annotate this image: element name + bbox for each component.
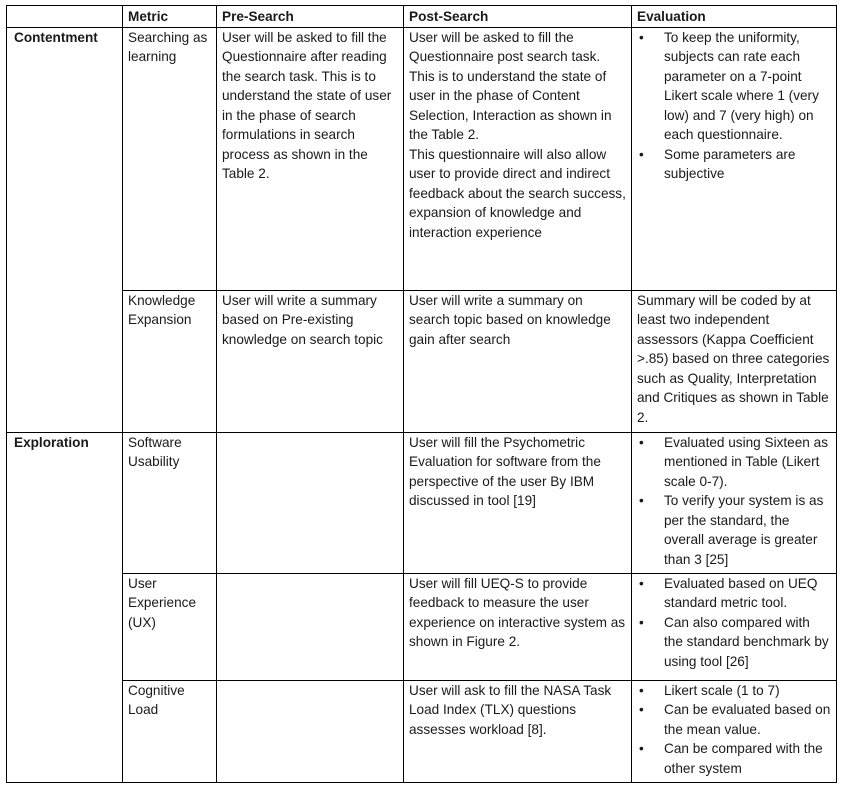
header-blank [7, 6, 123, 28]
post-search-cell: User will fill the Psychometric Evaluation for software from the perspective of the user By IBM discussed in tool [19] [404, 432, 632, 573]
evaluation-list [637, 433, 831, 570]
evaluation-cell [632, 680, 837, 782]
header-pre-search: Pre-Search [217, 6, 404, 28]
evaluation-list [637, 28, 831, 184]
evaluation-bullet: • To keep the uniformity, subjects can rate each parameter on a 7-point Likert scale where 1 (very low) and 7 (very high) on each questionnaire. [637, 28, 831, 145]
evaluation-list [637, 574, 831, 672]
evaluation-bullet: • Some parameters are subjective [637, 145, 831, 184]
post-search-cell: User will fill UEQ-S to provide feedback to measure the user experience on interactive system as shown in Figure 2. [404, 573, 632, 680]
metric-cell: User Experience (UX) [123, 573, 217, 680]
header-evaluation: Evaluation [632, 6, 837, 28]
table-row [7, 573, 837, 680]
group-label-exploration: Exploration [7, 432, 123, 782]
evaluation-cell [632, 573, 837, 680]
metric-cell: Software Usability [123, 432, 217, 573]
pre-search-cell: User will be asked to fill the Questionnaire after reading the search task. This is to understand the state of user in the phase of search formulations in search process as shown in the Table 2. [217, 27, 404, 290]
table-row [7, 27, 837, 290]
evaluation-bullet: • Can also compared with the standard benchmark by using tool [26] [637, 613, 831, 672]
metric-cell: Cognitive Load [123, 680, 217, 782]
group-label-contentment: Contentment [7, 27, 123, 432]
evaluation-cell: Summary will be coded by at least two independent assessors (Kappa Coefficient >.85) based on three categories such as Quality, Interpretation and Critiques as shown in Table 2. [632, 290, 837, 432]
header-post-search: Post-Search [404, 6, 632, 28]
evaluation-bullet: • Evaluated based on UEQ standard metric tool. [637, 574, 831, 613]
header-row [7, 6, 837, 28]
evaluation-bullet: • To verify your system is as per the standard, the overall average is greater than 3 [25] [637, 491, 831, 569]
evaluation-cell [632, 432, 837, 573]
header-metric: Metric [123, 6, 217, 28]
evaluation-bullet: • Can be evaluated based on the mean value. [637, 700, 831, 739]
post-search-paragraph: User will be asked to fill the Questionnaire post search task. This is to understand the state of user in the phase of Content Selection, Interaction as shown in the Table 2. [409, 29, 612, 142]
evaluation-bullet: • Can be compared with the other system [637, 739, 831, 778]
post-search-cell: User will ask to fill the NASA Task Load Index (TLX) questions assesses workload [8]. [404, 680, 632, 782]
pre-search-cell [217, 432, 404, 573]
metric-cell: Searching as learning [123, 27, 217, 290]
evaluation-list [637, 681, 831, 779]
post-search-cell [404, 27, 632, 290]
evaluation-cell [632, 27, 837, 290]
evaluation-bullet: • Likert scale (1 to 7) [637, 681, 831, 701]
table-row [7, 432, 837, 573]
table-row [7, 290, 837, 432]
evaluation-metrics-table [6, 5, 837, 783]
evaluation-bullet: • Evaluated using Sixteen as mentioned in Table (Likert scale 0-7). [637, 433, 831, 492]
post-search-paragraph: This questionnaire will also allow user to provide direct and indirect feedback about the search success, expansion of knowledge and interaction experience [409, 146, 626, 240]
metric-cell: Knowledge Expansion [123, 290, 217, 432]
pre-search-cell [217, 680, 404, 782]
pre-search-cell [217, 573, 404, 680]
pre-search-cell: User will write a summary based on Pre-existing knowledge on search topic [217, 290, 404, 432]
post-search-cell: User will write a summary on search topic based on knowledge gain after search [404, 290, 632, 432]
table-row [7, 680, 837, 782]
